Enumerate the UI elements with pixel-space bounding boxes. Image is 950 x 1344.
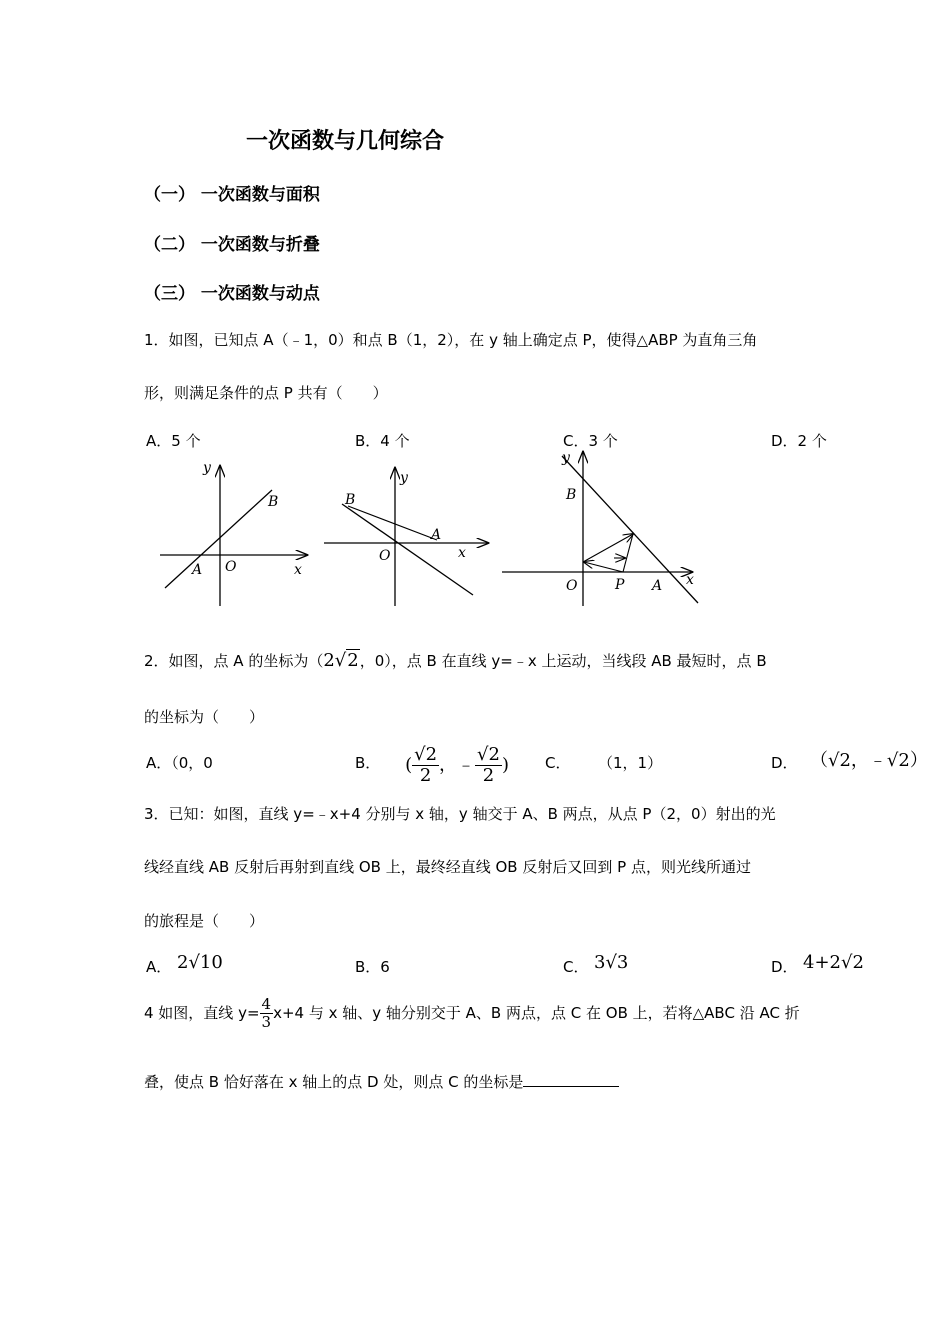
q3-line-3: 的旅程是（ ） (144, 912, 265, 930)
q2-line-1-mid: ，0），点 B 在直线 y=﹣x 上运动，当线段 AB 最短时，点 B (359, 652, 767, 670)
page-title: 一次函数与几何综合 (246, 129, 445, 154)
fig3-p-label: P (615, 577, 625, 593)
fig2-b-label: B (345, 492, 356, 508)
q4-line-1-pre: 4 如图，直线 y= (144, 1004, 260, 1022)
q3-option-d-label: D． (771, 958, 798, 976)
q3-option-b: B．6 (355, 958, 390, 976)
q2-option-b-den-2: 2 (482, 765, 495, 786)
q3-line-2: 线经直线 AB 反射后再射到直线 OB 上，最终经直线 OB 反射后又回到 P 点，则光线所通过 (144, 858, 751, 876)
q2-option-d-value: （√2，﹣√2） (810, 750, 928, 771)
q1-line-2: 形，则满足条件的点 P 共有（ ） (144, 384, 388, 402)
fig3-a-label: A (652, 578, 663, 594)
q3-option-c-label: C． (563, 958, 589, 976)
q2-option-b-num-2: √2 (477, 744, 500, 765)
fig2-o-label: O (379, 548, 391, 564)
q3-option-c-value: 3√3 (594, 952, 629, 973)
q4-line-1-post: x+4 与 x 轴、y 轴分别交于 A、B 两点，点 C 在 OB 上，若将△ABC 沿 AC 折 (273, 1004, 800, 1022)
q3-line-1: 3．已知：如图，直线 y=﹣x+4 分别与 x 轴，y 轴交于 A、B 两点，从点 P（2，0）射出的光 (144, 805, 776, 823)
fig3-b-label: B (566, 487, 577, 503)
fig2-y-label: y (400, 470, 408, 486)
q2-option-c-label: C． (545, 754, 571, 772)
q2-line-2: 的坐标为（ ） (144, 708, 265, 726)
fig2-x-label: x (458, 545, 466, 561)
q4-line-2-text: 叠，使点 B 恰好落在 x 轴上的点 D 处，则点 C 的坐标是 (144, 1073, 524, 1091)
q2-coordinate-value: 2√2 (323, 650, 359, 671)
q1-option-c: C．3 个 (563, 432, 618, 450)
q1-option-d: D．2 个 (771, 432, 827, 450)
section-heading-1: （一） 一次函数与面积 (144, 185, 320, 205)
q2-option-b-num-1: √2 (414, 744, 438, 765)
fig1-x-label: x (294, 562, 302, 578)
q2-option-b-label: B． (355, 754, 381, 772)
q1-option-b: B．4 个 (355, 432, 410, 450)
q2-line-1 (144, 650, 767, 671)
q2-option-b: B． ( $\frac{√2}{2}$ ，﹣ $\frac{√2}{2}$ ) (355, 744, 509, 786)
section-heading-2: （二） 一次函数与折叠 (144, 235, 320, 255)
q1-option-a: A．5 个 (146, 432, 201, 450)
q3-option-a-label: A． (146, 958, 172, 976)
fig3-o-label: O (566, 578, 578, 594)
q3-option-a-value: 2√10 (177, 952, 223, 973)
section-heading-3: （三） 一次函数与动点 (144, 284, 320, 304)
q3-option-d-value: 4+2√2 (803, 952, 864, 973)
fig1-a-label: A (192, 562, 203, 578)
q1-figure-2 (320, 462, 495, 608)
fig2-a-label: A (431, 527, 442, 543)
q4-answer-blank[interactable] (523, 1072, 619, 1087)
q2-option-b-den-1: 2 (419, 765, 432, 786)
fig3-y-label: y (562, 450, 570, 466)
fig1-o-label: O (225, 559, 237, 575)
q1-line-1: 1．如图，已知点 A（﹣1，0）和点 B（1，2），在 y 轴上确定点 P，使得△ABP 为直角三角 (144, 331, 758, 349)
q1-figure-1 (155, 458, 320, 608)
q2-line-1-pre: 2．如图，点 A 的坐标为（ (144, 652, 324, 670)
q2-option-c-value: （1，1） (598, 754, 663, 772)
q4-line-2 (144, 1071, 619, 1092)
q4-fraction-denominator: 3 (261, 1013, 272, 1031)
q1-figure-3 (500, 448, 705, 608)
fig1-y-label: y (203, 460, 211, 476)
q4-fraction-numerator: 4 (261, 995, 272, 1013)
fig1-b-label: B (268, 494, 279, 510)
q2-option-a: A．（0，0 (146, 754, 213, 772)
q2-option-d-label: D． (771, 754, 798, 772)
q4-line-1 (144, 997, 800, 1030)
fig3-x-label: x (686, 572, 694, 588)
